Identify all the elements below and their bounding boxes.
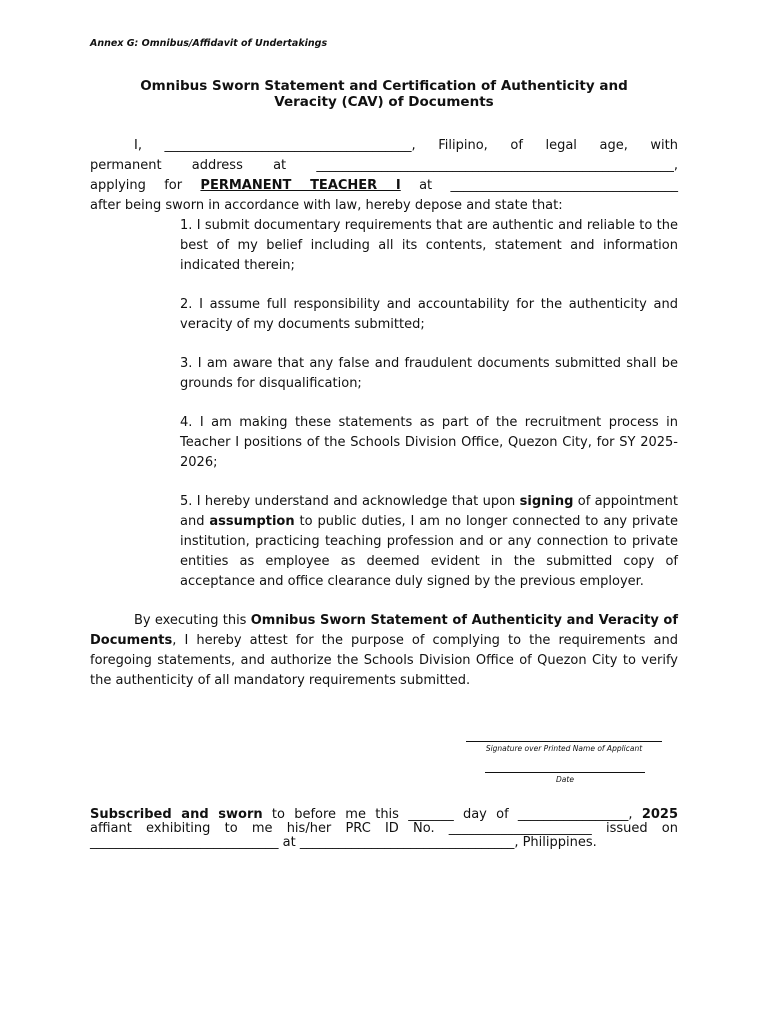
address-blank: _______________________________________________________ (316, 158, 674, 173)
statement-body (90, 136, 678, 704)
title-line-2: Veracity (CAV) of Documents (274, 94, 494, 110)
position-title: PERMANENT TEACHER I (200, 178, 401, 193)
jurat-line-3: _____________________________ at _________________________________, Philippines. (90, 835, 597, 850)
intro-line-3: applying for PERMANENT TEACHER I at ___________________________________ (90, 178, 678, 193)
school-blank: ___________________________________ (450, 178, 678, 193)
name-blank: ______________________________________ (164, 138, 412, 153)
item-1: 1. I submit documentary requirements that are authentic and reliable to the best of my belief including all its contents, statement and information indicated therein; (180, 218, 678, 273)
intro-line-1: I, ______________________________________, Filipino, of legal age, with (134, 138, 678, 153)
intro-line-2: permanent address at _______________________________________________________, (90, 158, 678, 173)
date-caption: Date (556, 775, 574, 784)
signature-line (466, 741, 662, 742)
date-line (485, 772, 645, 773)
intro-line-4: after being sworn in accordance with law, hereby depose and state that: (90, 198, 563, 213)
date-block (485, 772, 645, 784)
annex-header: Annex G: Omnibus/Affidavit of Undertakings (90, 38, 328, 49)
jurat-section (90, 808, 678, 850)
signature-block (466, 741, 662, 753)
item-2: 2. I assume full responsibility and accountability for the authenticity and veracity of my documents submitted; (180, 297, 678, 332)
title-line-1: Omnibus Sworn Statement and Certification of Authenticity and (140, 78, 628, 94)
item-3: 3. I am aware that any false and fraudulent documents submitted shall be grounds for disqualification; (180, 356, 678, 391)
closing-paragraph: By executing this Omnibus Sworn Statement of Authenticity and Veracity of Documents, I hereby attest for the purpose of complying to the requirements and foregoing statements, and authorize the Schools Division Office of Quezon City to verify the authenticity of all mandatory requirements submitted. (90, 613, 679, 688)
signature-caption: Signature over Printed Name of Applicant (485, 744, 643, 753)
item-5: 5. I hereby understand and acknowledge that upon signing of appointment and assumption to public duties, I am no longer connected to any private institution, practicing teaching profession and or any connection to private entities as employee as deemed evident in the submitted copy of acceptance and office clearance duly signed by the previous employer. (180, 494, 678, 589)
jurat-line-1: Subscribed and sworn to before me this _______ day of _________________, 2025 (90, 807, 678, 822)
item-4: 4. I am making these statements as part of the recruitment process in Teacher I positions of the Schools Division Office, Quezon City, for SY 2025-2026; (180, 415, 678, 470)
statement-items (180, 216, 678, 592)
jurat-line-2: affiant exhibiting to me his/her PRC ID No. ______________________ issued on (90, 821, 678, 836)
document-title (90, 78, 678, 110)
